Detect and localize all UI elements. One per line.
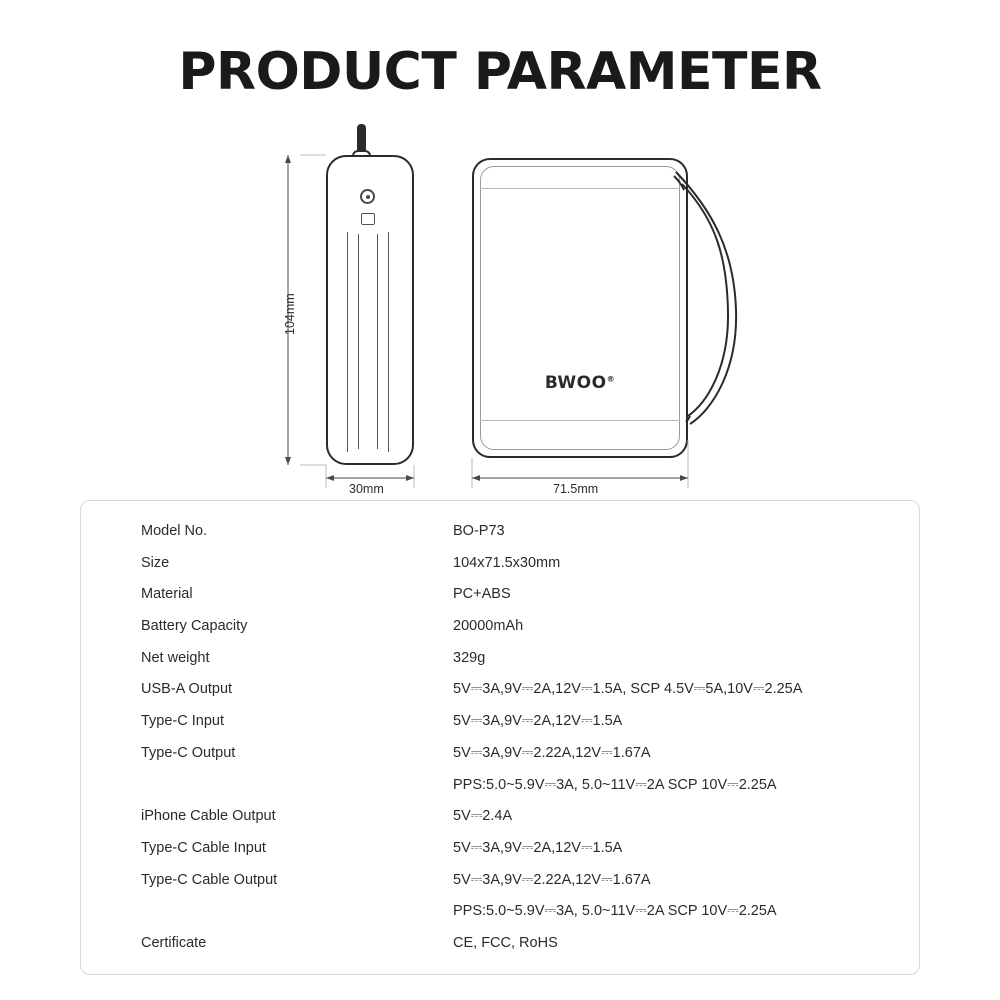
spec-label: Certificate [141, 934, 207, 951]
spec-row [141, 586, 899, 618]
spec-row [141, 681, 899, 713]
spec-row [141, 523, 899, 555]
spec-value: PPS:5.0~5.9V⎓3A, 5.0~11V⎓2A SCP 10V⎓2.25A [453, 903, 777, 920]
spec-label: Type-C Input [141, 713, 225, 730]
brand-registered-mark: ® [606, 374, 616, 384]
spec-row [141, 935, 899, 967]
spec-label: Type-C Cable Output [141, 871, 278, 888]
spec-row [141, 903, 899, 935]
spec-row [141, 777, 899, 809]
spec-row [141, 650, 899, 682]
spec-label: iPhone Cable Output [141, 808, 276, 825]
spec-value: 104x71.5x30mm [453, 554, 561, 571]
spec-value: 5V⎓3A,9V⎓2A,12V⎓1.5A, SCP 4.5V⎓5A,10V⎓2.25A [453, 681, 803, 698]
dimension-side-width-label: 30mm [349, 482, 384, 496]
spec-value: 5V⎓3A,9V⎓2A,12V⎓1.5A [453, 839, 623, 856]
spec-value: 5V⎓3A,9V⎓2A,12V⎓1.5A [453, 713, 623, 730]
page-title: PRODUCT PARAMETER [178, 42, 822, 102]
spec-label: Size [141, 554, 170, 571]
spec-label: Model No. [141, 523, 208, 539]
spec-value: PPS:5.0~5.9V⎓3A, 5.0~11V⎓2A SCP 10V⎓2.25A [453, 776, 777, 793]
spec-label: Type-C Cable Input [141, 839, 266, 856]
product-illustration [0, 110, 1000, 496]
spec-row [141, 840, 899, 872]
spec-value: 329g [453, 649, 486, 666]
spec-row [141, 555, 899, 587]
brand-name: BWOO [544, 373, 607, 393]
spec-label: Material [141, 586, 193, 603]
spec-value: CE, FCC, RoHS [453, 934, 558, 951]
spec-row [141, 713, 899, 745]
spec-value: 5V⎓3A,9V⎓2.22A,12V⎓1.67A [453, 871, 651, 888]
spec-label: Battery Capacity [141, 618, 248, 635]
spec-value: PC+ABS [453, 586, 511, 603]
spec-value: 5V⎓3A,9V⎓2.22A,12V⎓1.67A [453, 744, 651, 761]
spec-label: Type-C Output [141, 744, 236, 761]
dimension-height-label: 104mm [283, 293, 297, 335]
spec-row [141, 618, 899, 650]
spec-value: BO-P73 [453, 523, 505, 539]
spec-row [141, 808, 899, 840]
spec-value: 20000mAh [453, 618, 524, 635]
dimension-front-width-label: 71.5mm [553, 482, 599, 496]
spec-label: USB-A Output [141, 681, 233, 698]
spec-row [141, 872, 899, 904]
specification-card [80, 500, 920, 975]
dimension-guides [0, 110, 1000, 490]
spec-value: 5V⎓2.4A [453, 808, 513, 825]
spec-label: Net weight [141, 649, 210, 666]
specification-list [141, 523, 899, 967]
spec-row [141, 745, 899, 777]
